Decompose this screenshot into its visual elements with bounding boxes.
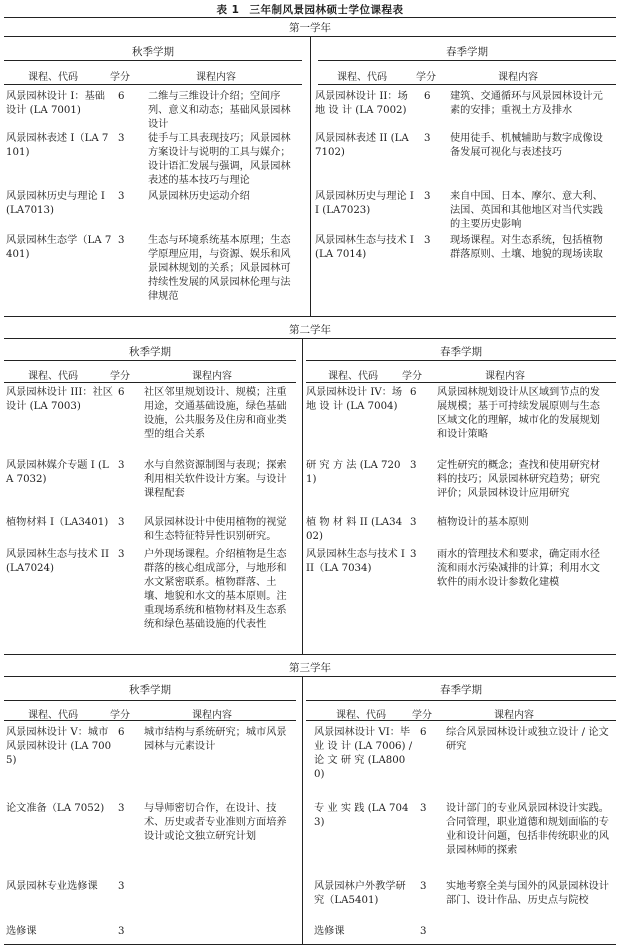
spring-semester-label: 春季学期 [440,684,482,696]
header-rule-fall [4,84,302,85]
course-content: 植物设计的基本原则 [437,517,529,528]
course-name: 风景园林设计 VI：毕 业 设 计 (LA 7006) / 论 文 研 究 (LA8000) [314,727,413,780]
semester-divider [302,338,303,654]
course-name: 风景园林设计 III：社区设计 (LA 7003) [6,387,113,412]
course-credit: 3 [424,191,431,202]
header-course: 课程、代码 [28,72,78,83]
header-course: 课程、代码 [28,710,78,721]
course-credit: 6 [118,727,125,738]
course-content: 风景园林设计中使用植物的视觉和生态特征特异性识别研究。 [144,517,287,542]
table-number: 表 1 [216,4,240,16]
header-content: 课程内容 [196,72,236,83]
course-content: 综合风景园林设计或独立设计 / 论文研究 [446,727,609,752]
course-name: 风景园林历史与理论 I (LA7013) [6,191,105,216]
year-end-rule [4,316,616,317]
course-name: 风景园林生态与技术 III（LA 7034) [306,549,405,574]
course-content: 生态与环境系统基本原理；生态学原理应用，与资源、娱乐和风景园林规划的关系；风景园林可持续性发展的风景园林伦理与法律规范 [148,235,291,302]
course-content: 户外现场课程。介绍植物是生态群落的核心组成部分，与地形和水文紧密联系。植物群落、土壤、地貌和水文的基本原则。注重现场系统和植物材料及生态系统和绿色基础设施的代表性 [144,549,287,630]
course-credit: 3 [118,881,125,892]
table-title [0,2,620,17]
course-name: 风景园林生态与技术 I (LA 7014) [315,235,414,260]
year-end-rule [4,944,616,945]
course-content: 城市结构与系统研究；城市风景园林与元素设计 [144,727,287,752]
course-content: 二维与三维设计介绍；空间序列、意义和动态；基础风景园林设计 [148,91,291,130]
spring-semester-label: 春季学期 [440,346,482,358]
header-credit: 学分 [110,371,130,382]
course-credit: 3 [410,549,417,560]
year-rule [4,676,616,677]
course-credit: 6 [420,727,427,738]
header-content: 课程内容 [494,710,534,721]
course-credit: 6 [410,387,417,398]
course-credit: 3 [118,460,125,471]
course-credit: 3 [118,133,125,144]
course-credit: 3 [410,517,417,528]
semester-divider [302,676,303,944]
course-credit: 3 [118,235,125,246]
course-name: 风景园林生态与技术 II(LA7024) [6,549,109,574]
year-label: 第三学年 [289,662,331,674]
fall-semester-label: 秋季学期 [132,46,174,58]
course-credit: 3 [118,926,125,937]
course-name: 论文准备（LA 7052) [6,803,105,814]
course-credit: 6 [118,91,125,102]
header-rule-fall [4,720,296,721]
header-course: 课程、代码 [337,72,387,83]
spring-rule [306,700,616,701]
course-credit: 3 [420,803,427,814]
course-content: 水与自然资源制图与表现；探索利用相关软件设计方案。与设计课程配套 [144,460,287,499]
course-content: 建筑、交通循环与风景园林设计元素的安排；重视土方及排水 [450,91,603,116]
course-content: 现场课程。对生态系统，包括植物群落原则、土壤、地貌的现场读取 [450,235,603,260]
header-content: 课程内容 [192,710,232,721]
year-end-rule [4,654,616,655]
course-credit: 3 [118,803,125,814]
fall-semester-label: 秋季学期 [129,684,171,696]
fall-rule [4,700,296,701]
spring-rule [318,60,616,61]
header-credit: 学分 [110,710,130,721]
spring-semester-label: 春季学期 [446,46,488,58]
course-name: 选修课 [314,926,345,937]
header-course: 课程、代码 [28,371,78,382]
table-top-rule [4,17,616,18]
course-name: 风景园林表述 I（LA 7101) [6,133,109,158]
course-content: 实地考察全美与国外的风景园林设计部门、设计作品、历史点与院校 [446,881,609,906]
course-name: 风景园林专业选修课 [6,881,98,892]
course-credit: 3 [424,235,431,246]
year-rule [4,338,616,339]
header-credit: 学分 [402,371,422,382]
course-name: 风景园林设计 V：城市风景园林设计 (LA 7005) [6,727,112,766]
table-caption: 三年制风景园林硕士学位课程表 [249,4,404,16]
header-rule-spring [306,720,616,721]
course-name: 风景园林设计 I：基础设计 (LA 7001) [6,91,105,116]
header-credit: 学分 [416,72,436,83]
fall-rule [4,360,296,361]
course-name: 植 物 材 料 II (LA3402) [306,517,403,542]
header-rule-spring [306,382,616,383]
header-rule-spring [318,84,616,85]
course-content: 雨水的管理技术和要求，确定雨水径流和雨水污染减排的计算；利用水文软件的雨水设计参数化建模 [437,549,600,588]
course-content: 风景园林历史运动介绍 [148,191,250,202]
course-credit: 3 [424,133,431,144]
course-content: 定性研究的概念；查找和使用研究材料的技巧；风景园林研究趋势；研究评价；风景园林设计应用研究 [437,460,600,499]
header-content: 课程内容 [192,371,232,382]
course-name: 风景园林表述 II (LA 7102) [315,133,409,158]
course-credit: 3 [420,881,427,892]
spring-rule [306,360,616,361]
course-credit: 6 [118,387,125,398]
course-name: 选修课 [6,926,37,937]
header-rule-fall [4,382,296,383]
header-course: 课程、代码 [328,371,378,382]
course-name: 风景园林媒介专题 I (LA 7032) [6,460,109,485]
course-credit: 3 [410,460,417,471]
header-credit: 学分 [412,710,432,721]
course-credit: 3 [118,549,125,560]
course-credit: 3 [420,926,427,937]
course-content: 设计部门的专业风景园林设计实践。合同管理，职业道德和规划面临的专业和设计问题，包括非传统职业的风景园林师的探索 [446,803,609,856]
course-content: 徒手与工具表现技巧；风景园林方案设计与说明的工具与媒介；设计语汇发展与强调，风景园林表述的基本技巧与理论 [148,133,291,186]
course-content: 来自中国、日本、摩尔、意大利、法国、英国和其他地区对当代实践的主要历史影响 [450,191,603,230]
year-label: 第二学年 [289,324,331,336]
header-content: 课程内容 [498,72,538,83]
course-name: 风景园林户外教学研究（LA5401) [314,881,406,906]
course-name: 风景园林设计 II：场 地 设 计 (LA 7002) [315,91,408,116]
fall-semester-label: 秋季学期 [129,346,171,358]
course-name: 风景园林设计 IV：场 地 设 计 (LA 7004) [306,387,403,412]
course-content: 与导师密切合作，在设计、技术、历史或者专业准则方面培养设计或论文独立研究计划 [144,803,287,842]
course-credit: 6 [424,91,431,102]
semester-divider [310,36,311,316]
course-name: 风景园林生态学（LA 7401) [6,235,112,260]
course-credit: 3 [118,517,125,528]
course-content: 使用徒手、机械辅助与数字成像设备发展可视化与表述技巧 [450,133,603,158]
year-label: 第一学年 [289,22,331,34]
course-content: 风景园林规划设计从区域到节点的发展规模；基于可持续发展原则与生态区域文化的理解，城市化的发展规划和设计策略 [437,387,600,440]
course-name: 专 业 实 践 (LA 7043) [314,803,409,828]
fall-rule [4,60,302,61]
course-name: 风景园林历史与理论 II (LA7023) [315,191,414,216]
header-content: 课程内容 [485,371,525,382]
course-name: 研 究 方 法 (LA 7201) [306,460,401,485]
course-name: 植物材料 I（LA3401) [6,517,109,528]
header-course: 课程、代码 [336,710,386,721]
course-content: 社区邻里规划设计、规模；注重用途，交通基础设施，绿色基础设施，公共服务及住房和商业类型的组合关系 [144,387,287,440]
course-credit: 3 [118,191,125,202]
header-credit: 学分 [110,72,130,83]
